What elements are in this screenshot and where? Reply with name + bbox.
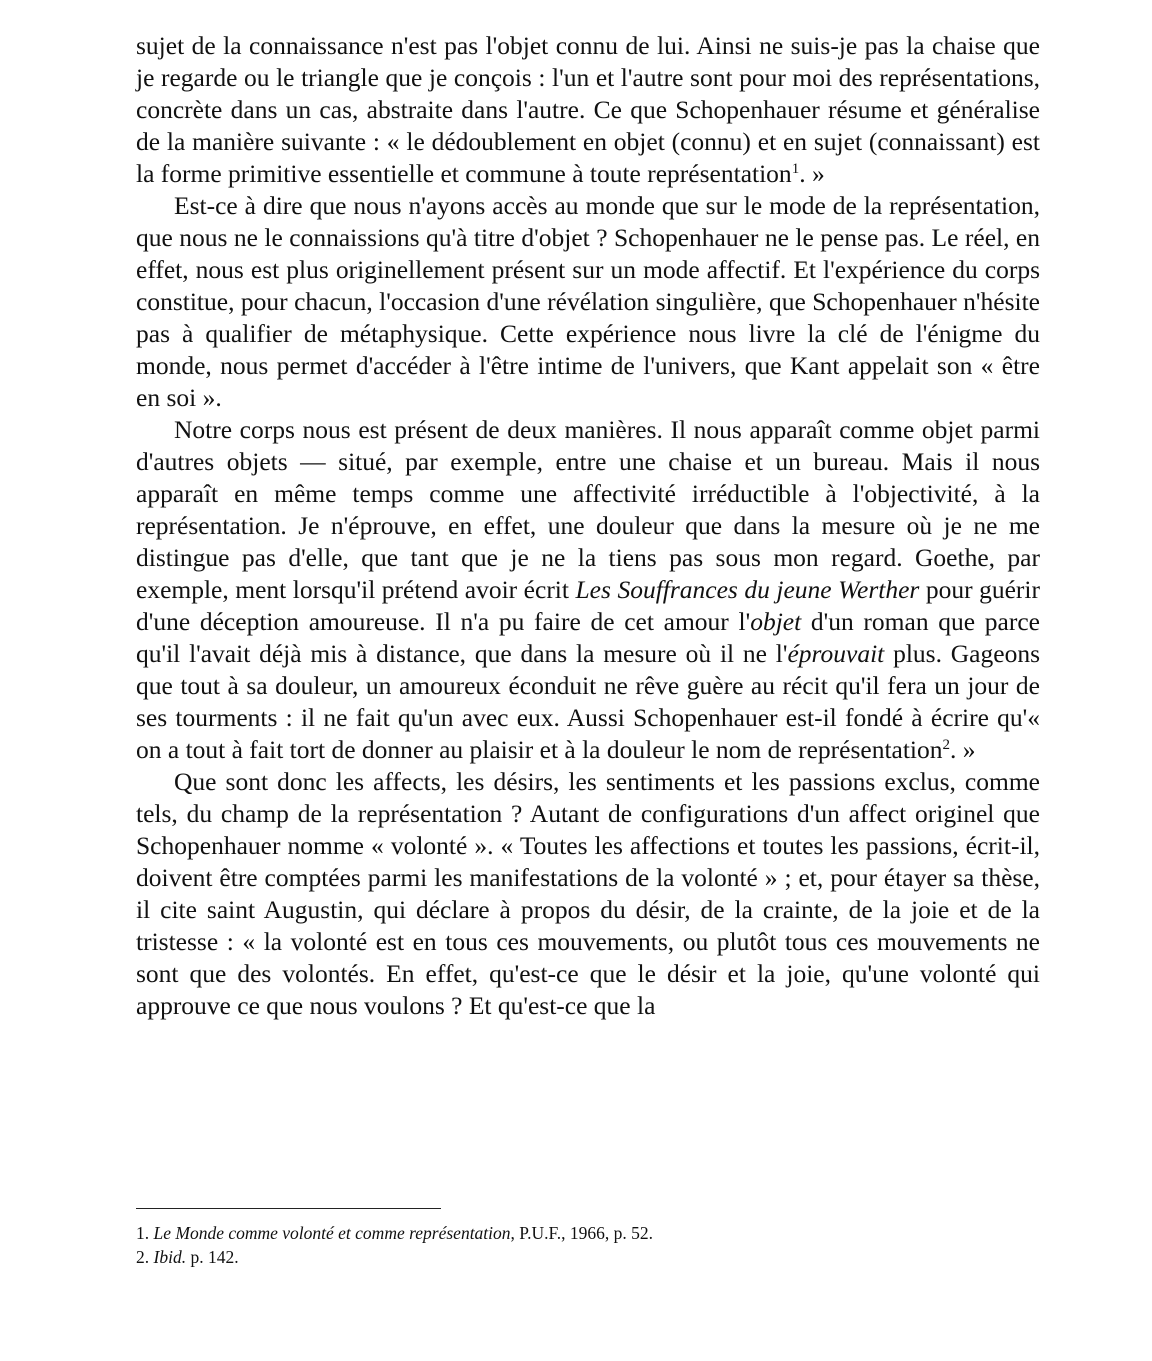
italic-text: objet	[750, 607, 802, 636]
text-run: plus. Gageons que tout à sa douleur, un amoureux éconduit ne rêve guère au récit qu'il fera un jour de ses tourments : il ne fait qu'un avec eux. Aussi Schopenhauer est-il fondé à écrire qu'« on a tout à fait tort de donner au plaisir et à la douleur le nom de représentation	[136, 639, 1040, 764]
paragraph	[136, 190, 1040, 414]
italic-text: Les Souffrances du jeune Werther	[575, 575, 920, 604]
text-run: pour guérir d'une déception amoureuse. Il n'a pu faire de cet amour l'	[136, 575, 1040, 636]
text-run: p. 142.	[186, 1247, 239, 1267]
footnote-ref: 2	[942, 737, 951, 753]
footnote-ref: 1	[791, 161, 800, 177]
paragraph	[136, 766, 1040, 1022]
text-run: d'un roman que parce qu'il l'avait déjà mis à distance, que dans la mesure où il ne l'	[136, 607, 1040, 668]
italic-text: Ibid.	[153, 1247, 187, 1267]
text-run: 2.	[136, 1247, 154, 1267]
text-run: sujet de la connaissance n'est pas l'objet connu de lui. Ainsi ne suis-je pas la chaise que je regarde ou le triangle que je conçois : l'un et l'autre sont pour moi des représentations, concrète dans un cas, abstraite dans l'autre. Ce que Schopenhauer résume et généralise de la manière suivante : « le dédoublement en objet (connu) et en sujet (connaissant) est la forme primitive essentielle et commune à toute représentation	[136, 31, 1040, 188]
text-run: , P.U.F., 1966, p. 52.	[510, 1223, 654, 1243]
paragraph	[136, 30, 1040, 190]
italic-text: éprouvait	[787, 639, 885, 668]
footnote-rule	[136, 1208, 441, 1209]
text-run: . »	[799, 159, 825, 188]
text-run: Est-ce à dire que nous n'ayons accès au monde que sur le mode de la représentation, que nous ne le connaissions qu'à titre d'objet ? Schopenhauer ne le pense pas. Le réel, en effet, nous est plus originellement présent sur un mode affectif. Et l'expérience du corps constitue, pour chacun, l'occasion d'une révélation singulière, que Schopenhauer n'hésite pas à qualifier de métaphysique. Cette expérience nous livre la clé de l'énigme du monde, nous permet d'accéder à l'être intime de l'univers, que Kant appelait son « être en soi ».	[136, 191, 1040, 412]
text-run: . »	[950, 735, 976, 764]
footnote	[136, 1245, 1040, 1269]
text-run: 1.	[136, 1223, 154, 1243]
paragraph	[136, 414, 1040, 766]
main-text	[136, 30, 1040, 1022]
italic-text: Le Monde comme volonté et comme représentation	[153, 1223, 511, 1243]
footnotes	[136, 1208, 1040, 1269]
footnote	[136, 1221, 1040, 1245]
text-run: Que sont donc les affects, les désirs, les sentiments et les passions exclus, comme tels, du champ de la représentation ? Autant de configurations d'un affect originel que Schopenhauer nomme « volonté ». « Toutes les affections et toutes les passions, écrit-il, doivent être comptées parmi les manifestations de la volonté » ; et, pour étayer sa thèse, il cite saint Augustin, qui déclare à propos du désir, de la crainte, de la joie et de la tristesse : « la volonté est en tous ces mouvements, ou plutôt tous ces mouvements ne sont que des volontés. En effet, qu'est-ce que le désir et la joie, qu'une volonté qui approuve ce que nous voulons ? Et qu'est-ce que la	[136, 767, 1040, 1020]
page-body	[136, 30, 1040, 1022]
text-run: Notre corps nous est présent de deux manières. Il nous apparaît comme objet parmi d'autres objets — situé, par exemple, entre une chaise et un bureau. Mais il nous apparaît en même temps comme une affectivité irréductible à l'objectivité, à la représentation. Je n'éprouve, en effet, une douleur que dans la mesure où je ne me distingue pas d'elle, que tant que je ne la tiens pas sous mon regard. Goethe, par exemple, ment lorsqu'il prétend avoir écrit	[136, 415, 1040, 604]
